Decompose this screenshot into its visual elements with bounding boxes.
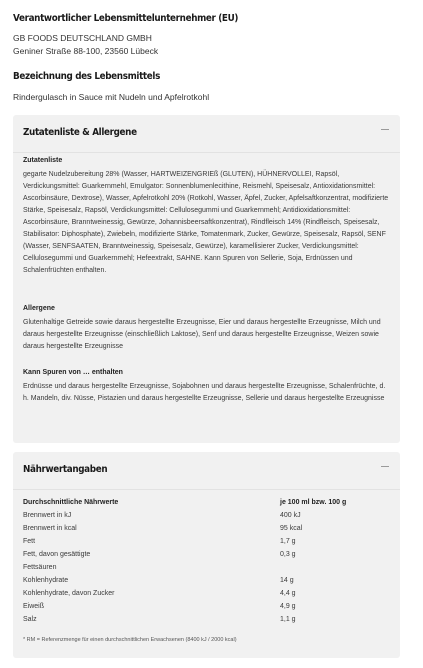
table-row [23,522,363,535]
traces-heading: Kann Spuren von … enthalten [23,369,123,376]
nutrient-label: Fett [23,538,36,545]
operator-heading: Verantwortlicher Lebensmittelunternehmer (EU) [13,13,239,24]
nutrition-header-row [23,496,363,509]
nutrient-value: 0,3 g [280,551,296,558]
divider [13,152,400,153]
table-row [23,587,363,600]
table-row [23,561,363,574]
operator-company: GB FOODS DEUTSCHLAND GMBH [13,33,152,43]
allergens-heading: Allergene [23,305,55,312]
nutrition-accordion [13,452,400,658]
minus-icon[interactable] [381,466,389,467]
nutrient-label: Fettsäuren [23,564,57,571]
minus-icon[interactable] [381,129,389,130]
operator-address: Geniner Straße 88-100, 23560 Lübeck [13,46,159,56]
nutrient-value: 4,4 g [280,590,296,597]
nutrient-label: Kohlenhydrate [23,577,69,584]
nutrient-value: 4,9 g [280,603,296,610]
nutrient-label: Salz [23,616,37,623]
product-name-heading: Bezeichnung des Lebensmittels [13,71,160,82]
table-row [23,548,363,561]
nutrient-label: Brennwert in kJ [23,512,72,519]
ingredients-list-heading: Zutatenliste [23,157,63,164]
table-row [23,613,363,626]
nutrient-value [280,561,363,574]
table-row [23,600,363,613]
nutrient-value: 14 g [280,577,294,584]
table-row [23,574,363,587]
ingredients-accordion [13,115,400,443]
nutrition-accordion-header[interactable]: Nährwertangaben [23,464,108,475]
nutrient-value: 1,1 g [280,616,296,623]
ingredients-accordion-header[interactable]: Zutatenliste & Allergene [23,127,137,138]
table-row [23,509,363,522]
divider [13,489,400,490]
table-row [23,535,363,548]
nutrient-value: 95 kcal [280,525,303,532]
nutrition-table [23,496,363,626]
nutrient-label: Fett, davon gesättigte [23,551,91,558]
nutrition-footnote: * RM = Referenzmenge für einen durchschnittlichen Erwachsenen (8400 kJ / 2000 kcal) [23,637,237,643]
ingredients-list-text: gegarte Nudelzubereitung 28% (Wasser, HARTWEIZENGRIEß (GLUTEN), HÜHNERVOLLEI, Rapsöl, Verdickungsmittel: Guarkernmehl, Emulgator: Sonnenblumenlecithine, Reismehl, Speisesalz, Antioxidationsmittel: Ascorbinsäure, Dextrose), Wasser, Apfelrotkohl 20% (Rotkohl, Wasser, Äpfel, Zucker, Apfelsaftkonzentrat, modifizierte Stärke, Speisesalz, Rapsöl, Verdickungsmittel: Cellulosegummi und Guarkernmehl; Antidioxidationsmittel: Ascorbinsäure, Branntweinessig, Gewürze, Johannisbeersaftkonzentrat), Rindfleisch 14% (Rindfleisch, Speisesalz, Stabilisator: Diphosphate), Zwiebeln, modifizierte Stärke, Tomatenmark, Zucker, Gewürze, Speisesalz, Rapsöl, SENF (Wasser, SENFSAATEN, Branntweinessig, Speisesalz, Gewürze), karamellisierer Zucker, Verdickungsmittel: Cellulosegummi und Guarkernmehl; Hefeextrakt, SAHNE. Kann Spuren von Sellerie, Soja, Erdnüssen und Schalenfrüchten enthalten. [23,171,389,274]
nutrient-label: Kohlenhydrate, davon Zucker [23,590,115,597]
nutrient-value: 1,7 g [280,538,296,545]
nutrition-col-label: Durchschnittliche Nährwerte [23,499,119,506]
product-name: Rindergulasch in Sauce mit Nudeln und Apfelrotkohl [13,92,210,102]
allergens-text: Glutenhaltige Getreide sowie daraus hergestellte Erzeugnisse, Eier und daraus hergestellte Erzeugnisse, Milch und daraus hergestellte Erzeugnisse (einschließlich Laktose), Senf und daraus hergestellte Erzeugnisse, Weizen sowie daraus hergestellte Erzeugnisse [23,319,381,350]
nutrient-label: Eiweiß [23,603,45,610]
nutrient-label: Brennwert in kcal [23,525,77,532]
nutrient-value: 400 kJ [280,512,301,519]
nutrition-col-value: je 100 ml bzw. 100 g [280,499,347,506]
traces-text: Erdnüsse und daraus hergestellte Erzeugnisse, Sojabohnen und daraus hergestellte Erzeugnisse, Schalenfrüchte, d. h. Mandeln, div. Nüsse, Pistazien und daraus hergestellte Erzeugnisse, Sellerie und daraus hergestellte Erzeugnisse [23,383,386,402]
